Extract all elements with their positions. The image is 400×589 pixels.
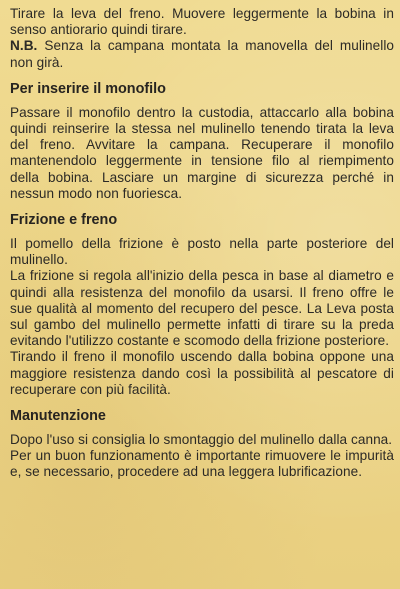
section-paragraph: Per un buon funzionamento è importante rimuovere le impurità e, se necessario, procedere ad una leggera lubrificazione. <box>10 448 394 480</box>
section-title: Per inserire il monofilo <box>10 80 166 97</box>
section-insert-monofilament <box>10 80 394 202</box>
document-page <box>10 6 394 481</box>
section-maintenance <box>10 407 394 481</box>
nb-label: N.B. <box>10 38 38 54</box>
intro-text: Tirare la leva del freno. Muovere leggermente la bobina in senso antiorario quindi tirare. <box>10 6 394 38</box>
section-clutch-brake <box>10 211 394 398</box>
section-paragraph: Tirando il freno il monofilo uscendo dalla bobina oppone una maggiore resistenza dando così la possibilità al pescatore di recuperare con più facilità. <box>10 349 394 397</box>
intro-paragraph <box>10 6 394 71</box>
section-paragraph: Dopo l'uso si consiglia lo smontaggio del mulinello dalla canna. <box>10 432 393 448</box>
nb-text: Senza la campana montata la manovella del mulinello non girà. <box>10 38 394 70</box>
section-paragraph: Il pomello della frizione è posto nella parte posteriore del mulinello. <box>10 236 394 268</box>
section-paragraph: La frizione si regola all'inizio della pesca in base al diametro e quindi alla resistenza del monofilo da usarsi. Il freno offre le sue qualità al momento del recupero del pesce. La Leva posta sul gambo del mulinello permette infatti di tirare su la preda evitando l'utilizzo costante e scomodo della frizione posteriore. <box>10 268 394 349</box>
section-paragraph: Passare il monofilo dentro la custodia, attaccarlo alla bobina quindi reinserire la stessa nel mulinello tenendo tirata la leva del freno. Avvitare la campana. Recuperare il monofilo mantenendolo leggermente in tensione filo al riempimento della bobina. Lasciare un margine di sicurezza perché in nessun modo non fuoriesca. <box>10 104 394 201</box>
section-title: Frizione e freno <box>10 212 118 229</box>
section-title: Manutenzione <box>10 408 106 425</box>
